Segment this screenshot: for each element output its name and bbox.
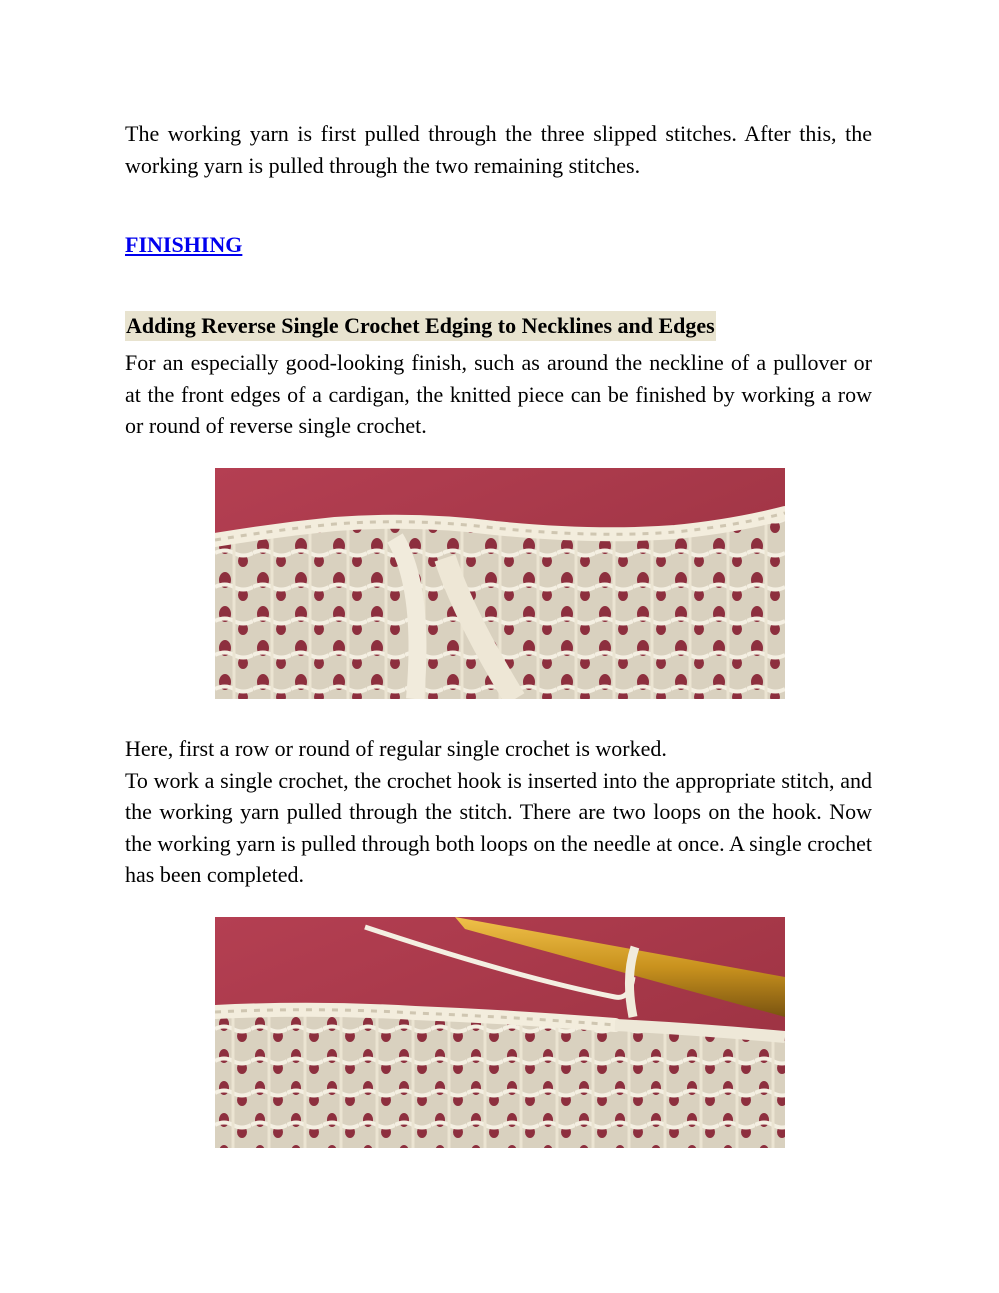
intro-paragraph: The working yarn is first pulled through the three slipped stitches. After this, the working yarn is pulled through the two remaining stitches.: [125, 121, 872, 178]
single-crochet-intro-line: Here, first a row or round of regular single crochet is worked.: [125, 736, 667, 761]
crochet-hook-photo: [215, 917, 785, 1148]
edging-photo-illustration: [215, 468, 785, 699]
single-crochet-paragraph: [125, 733, 872, 891]
edging-paragraph: For an especially good-looking finish, such as around the neckline of a pullover or at the front edges of a cardigan, the knitted piece can be finished by working a row or round of reverse single crochet.: [125, 350, 872, 438]
edging-photo: [215, 468, 785, 699]
section-subheading: Adding Reverse Single Crochet Edging to Necklines and Edges: [125, 311, 716, 341]
crochet-hook-photo-illustration: [215, 917, 785, 1148]
finishing-heading-link[interactable]: FINISHING: [125, 232, 243, 257]
single-crochet-instructions: To work a single crochet, the crochet hook is inserted into the appropriate stitch, and the working yarn pulled through the stitch. There are two loops on the hook. Now the working yarn is pulled through both loops on the needle at once. A single crochet has been completed.: [125, 767, 872, 887]
